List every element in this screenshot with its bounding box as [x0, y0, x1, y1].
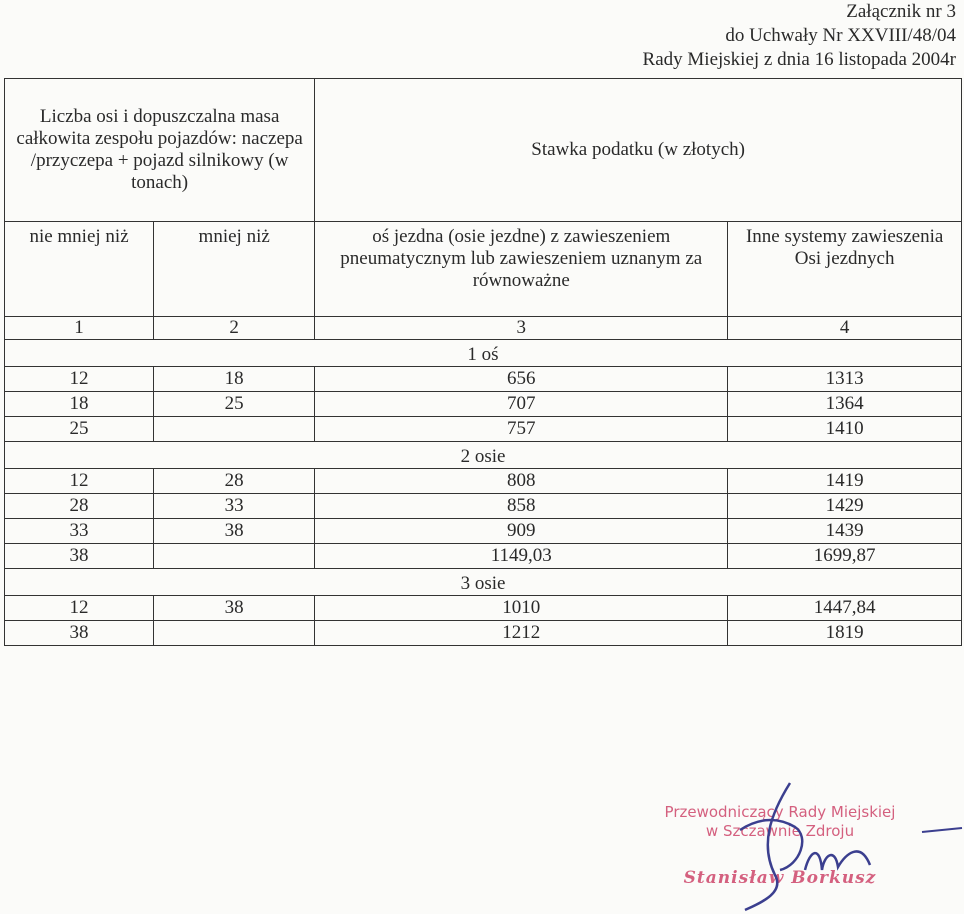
column-number: 4	[728, 317, 962, 340]
handwritten-signature	[700, 775, 950, 914]
other-suspension-header: Inne systemy zawieszenia Osi jezdnych	[728, 222, 962, 317]
other-rate-cell: 1429	[728, 494, 962, 519]
max-mass-cell: 38	[154, 519, 315, 544]
table-row	[5, 367, 962, 392]
other-rate-cell: 1447,84	[728, 596, 962, 621]
stamp-town: w Szczawnie Zdroju	[705, 822, 855, 840]
table-row	[5, 621, 962, 646]
pneumatic-rate-cell: 707	[315, 392, 728, 417]
other-rate-cell: 1410	[728, 417, 962, 442]
pneumatic-rate-cell: 1149,03	[315, 544, 728, 569]
min-mass-cell: 25	[5, 417, 154, 442]
stamp-name: Stanisław Borkusz	[683, 868, 877, 888]
max-mass-cell: 28	[154, 469, 315, 494]
document-header	[643, 0, 956, 72]
not-less-than-header: nie mniej niż	[5, 222, 154, 317]
table-row	[5, 469, 962, 494]
pneumatic-rate-cell: 656	[315, 367, 728, 392]
axle-group-label: 1 oś	[5, 340, 962, 367]
pneumatic-rate-cell: 909	[315, 519, 728, 544]
less-than-header: mniej niż	[154, 222, 315, 317]
table-row	[5, 494, 962, 519]
council-date: Rady Miejskiej z dnia 16 listopada 2004r	[642, 49, 956, 70]
other-rate-cell: 1364	[728, 392, 962, 417]
min-mass-cell: 18	[5, 392, 154, 417]
table-row	[5, 519, 962, 544]
table-row	[5, 417, 962, 442]
annex-number: Załącznik nr 3	[846, 1, 956, 22]
other-rate-cell: 1313	[728, 367, 962, 392]
max-mass-cell: 38	[154, 596, 315, 621]
other-rate-cell: 1819	[728, 621, 962, 646]
stamp-title: Przewodniczący Rady Miejskiej	[664, 803, 896, 821]
min-mass-cell: 12	[5, 596, 154, 621]
max-mass-cell: 25	[154, 392, 315, 417]
column-number: 2	[154, 317, 315, 340]
pneumatic-rate-cell: 1010	[315, 596, 728, 621]
other-rate-cell: 1419	[728, 469, 962, 494]
column-number: 3	[315, 317, 728, 340]
table-row	[5, 544, 962, 569]
min-mass-cell: 12	[5, 367, 154, 392]
min-mass-cell: 38	[5, 544, 154, 569]
resolution-number: do Uchwały Nr XXVIII/48/04	[725, 25, 956, 46]
axle-group-label: 3 osie	[5, 569, 962, 596]
other-rate-cell: 1439	[728, 519, 962, 544]
axles-mass-header: Liczba osi i dopuszczalna masa całkowita zespołu pojazdów: naczepa /przyczepa + pojazd silnikowy (w tonach)	[5, 79, 315, 222]
table-row	[5, 392, 962, 417]
column-number: 1	[5, 317, 154, 340]
margin-pen-mark	[920, 820, 964, 840]
table-row	[5, 596, 962, 621]
pneumatic-rate-cell: 858	[315, 494, 728, 519]
max-mass-cell	[154, 544, 315, 569]
tax-rate-table	[4, 78, 962, 646]
min-mass-cell: 12	[5, 469, 154, 494]
pneumatic-rate-cell: 808	[315, 469, 728, 494]
min-mass-cell: 28	[5, 494, 154, 519]
other-rate-cell: 1699,87	[728, 544, 962, 569]
max-mass-cell	[154, 621, 315, 646]
max-mass-cell: 33	[154, 494, 315, 519]
min-mass-cell: 33	[5, 519, 154, 544]
min-mass-cell: 38	[5, 621, 154, 646]
max-mass-cell: 18	[154, 367, 315, 392]
axle-group-label: 2 osie	[5, 442, 962, 469]
pneumatic-rate-cell: 1212	[315, 621, 728, 646]
pneumatic-suspension-header: oś jezdna (osie jezdne) z zawieszeniem pneumatycznym lub zawieszeniem uznanym za równoważne	[315, 222, 728, 317]
tax-rate-header: Stawka podatku (w złotych)	[315, 79, 962, 222]
pneumatic-rate-cell: 757	[315, 417, 728, 442]
max-mass-cell	[154, 417, 315, 442]
